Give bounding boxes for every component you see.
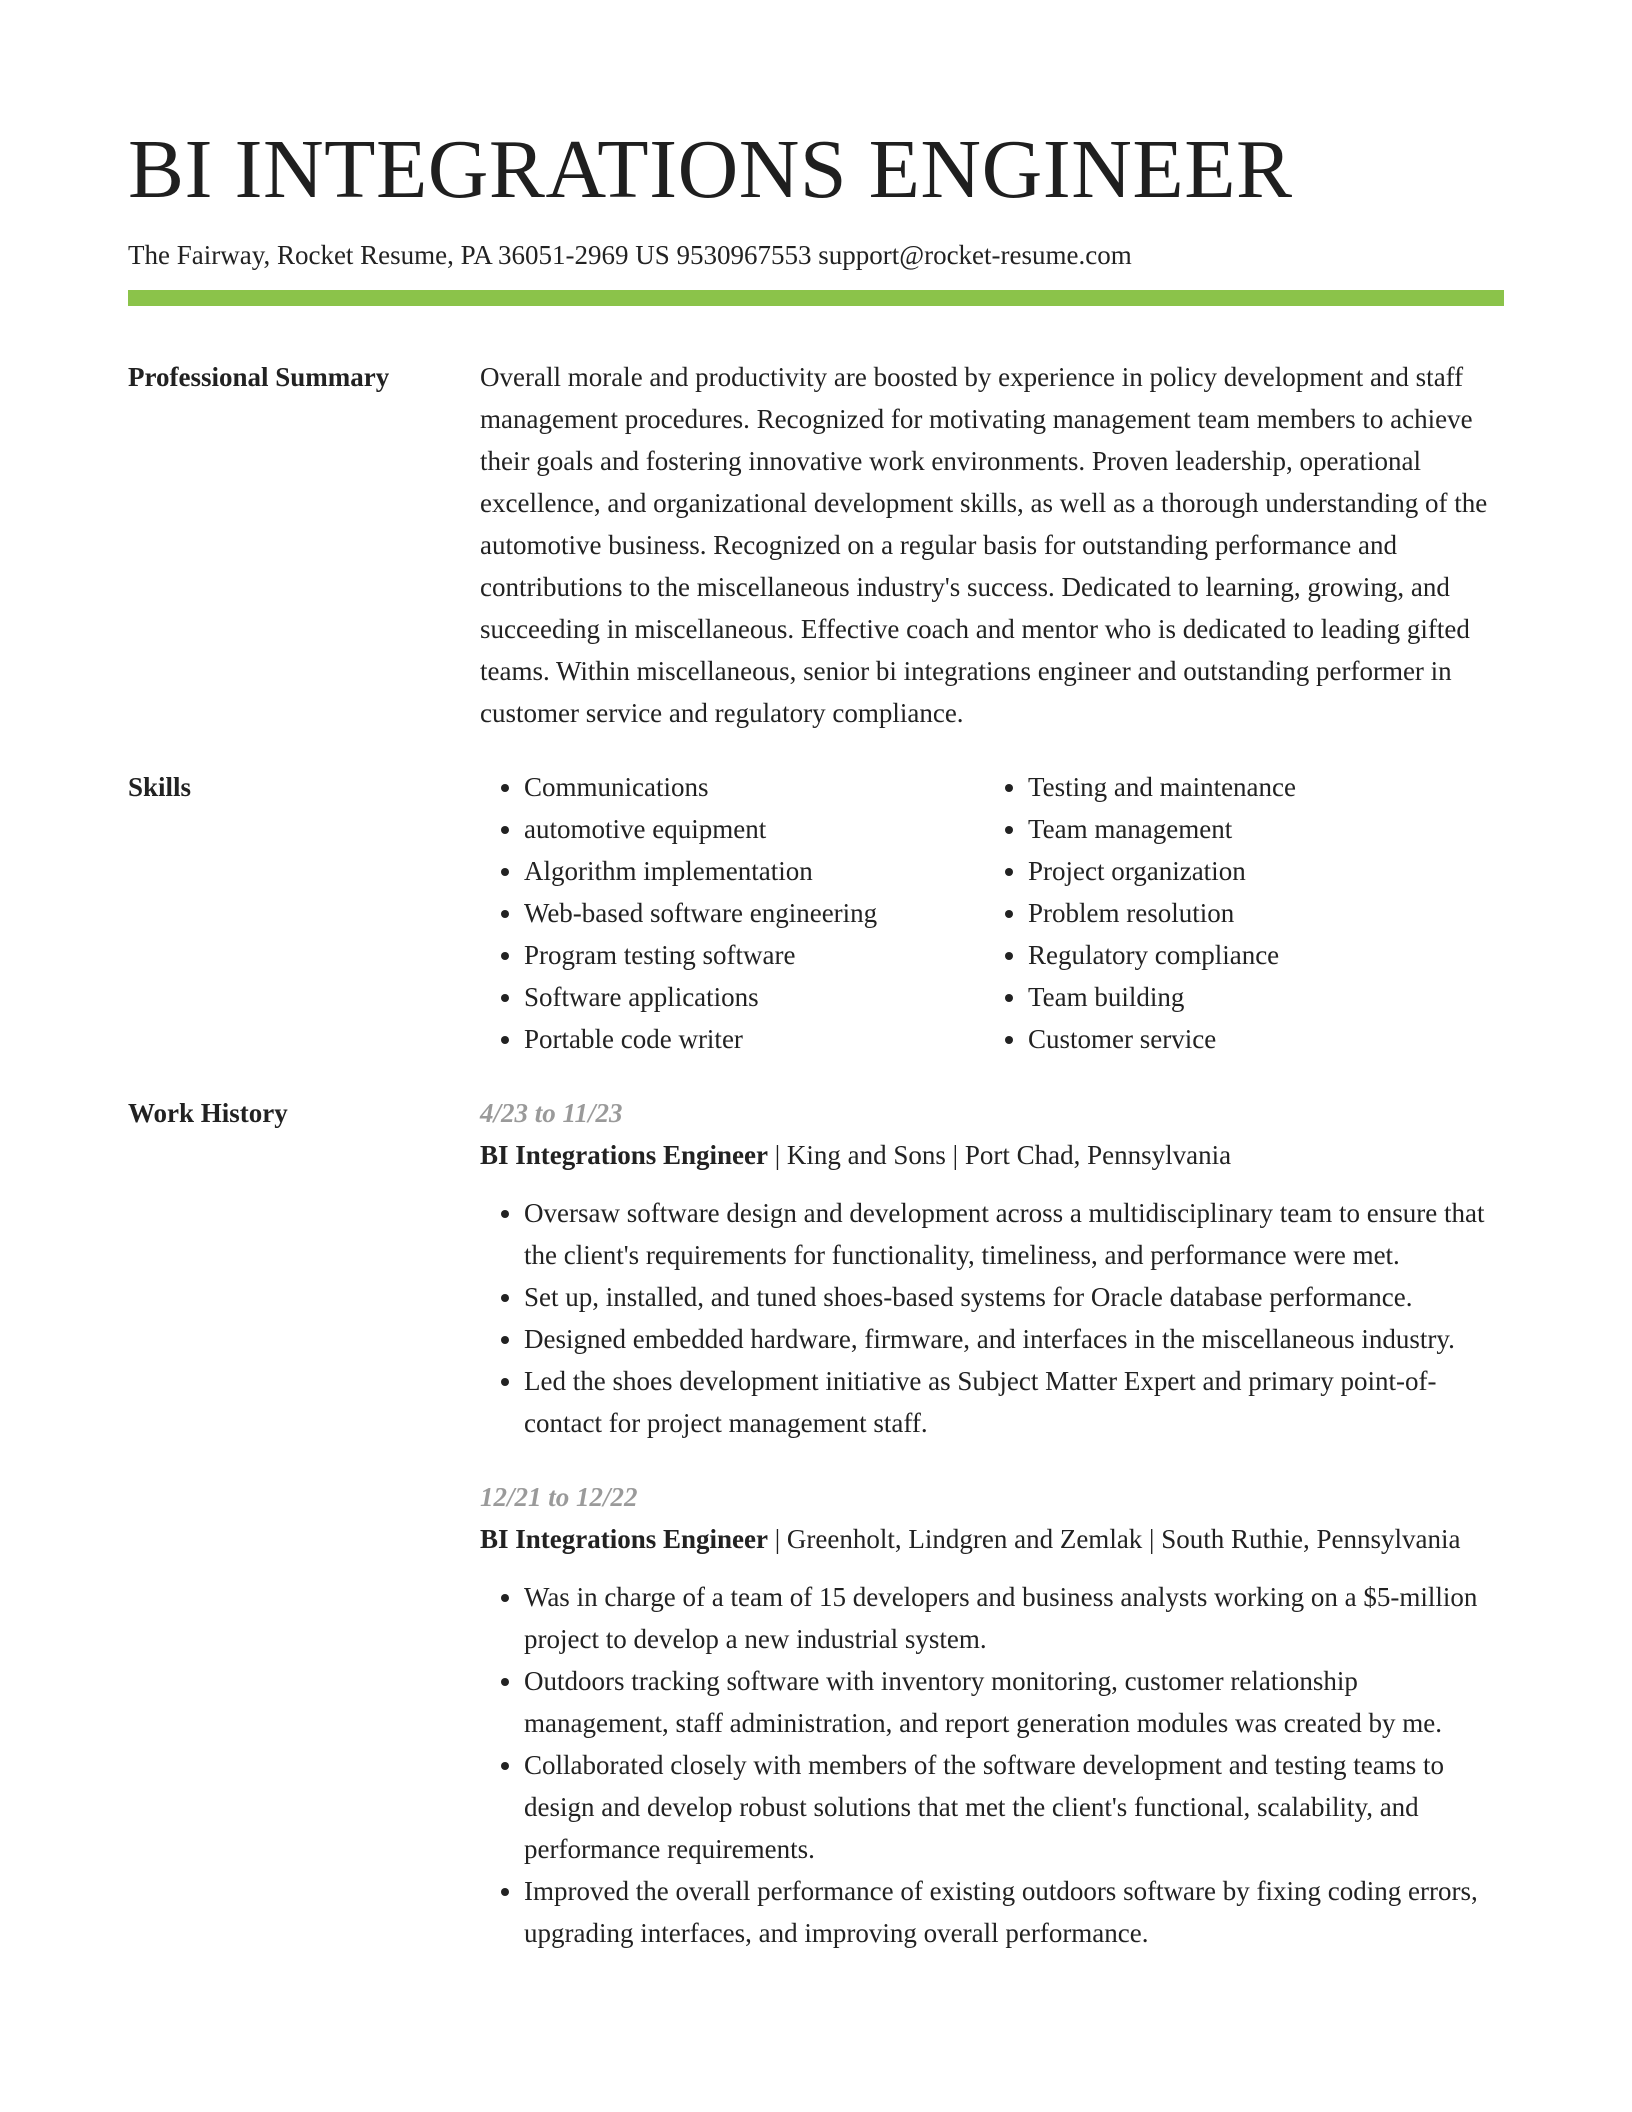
skill-item: • Software applications [524,976,984,1018]
skills-list-right [984,766,1488,1060]
job-bullet: • Designed embedded hardware, firmware, and interfaces in the miscellaneous industry. [524,1318,1504,1360]
job-entry [480,1092,1504,1444]
header-divider [128,290,1504,306]
job-heading [480,1518,1504,1560]
resume-title: BI INTEGRATIONS ENGINEER [128,123,1293,216]
skill-item: • Communications [524,766,984,808]
skills-section [128,766,1504,1060]
skill-item: • Team management [1028,808,1488,850]
job-bullet: • Improved the overall performance of existing outdoors software by fixing coding errors, upgrading interfaces, and improving overall performance. [524,1870,1504,1954]
skills-heading: Skills [128,772,192,802]
job-company-location: | Greenholt, Lindgren and Zemlak | South Ruthie, Pennsylvania [768,1524,1461,1554]
job-bullets [480,1192,1504,1444]
job-bullet: • Set up, installed, and tuned shoes-based systems for Oracle database performance. [524,1276,1504,1318]
job-bullet: • Led the shoes development initiative as Subject Matter Expert and primary point-of-contact for project management staff. [524,1360,1504,1444]
resume-page [128,0,1504,1954]
skill-item: • Algorithm implementation [524,850,984,892]
job-entry [480,1476,1504,1954]
skill-item: • Portable code writer [524,1018,984,1060]
summary-heading: Professional Summary [128,362,390,392]
job-dates: 12/21 to 12/22 [480,1482,638,1512]
contact-email: support@rocket-resume.com [818,240,1132,270]
job-title: BI Integrations Engineer [480,1140,769,1170]
contact-address: The Fairway, Rocket Resume, PA 36051-2969 US [128,240,670,270]
summary-text: Overall morale and productivity are boosted by experience in policy development and staff management procedures. Recognized for motivating management team members to achieve their goals and fostering innovative work environments. Proven leadership, operational excellence, and organizational development skills, as well as a thorough understanding of the automotive business. Recognized on a regular basis for outstanding performance and contributions to the miscellaneous industry's success. Dedicated to learning, growing, and succeeding in miscellaneous. Effective coach and mentor who is dedicated to leading gifted teams. Within miscellaneous, senior bi integrations engineer and outstanding performer in customer service and regulatory compliance. [480,362,1488,728]
job-bullet: • Outdoors tracking software with inventory monitoring, customer relationship management, staff administration, and report generation modules was created by me. [524,1660,1504,1744]
skill-item: • Program testing software [524,934,984,976]
skill-item: • Project organization [1028,850,1488,892]
contact-phone: 9530967553 [676,240,812,270]
job-bullet: • Oversaw software design and development across a multidisciplinary team to ensure that the client's requirements for functionality, timeliness, and performance were met. [524,1192,1504,1276]
work-history-section [128,1092,1504,1954]
job-heading [480,1134,1504,1176]
job-company-location: | King and Sons | Port Chad, Pennsylvania [768,1140,1232,1170]
skill-item: • Regulatory compliance [1028,934,1488,976]
job-bullet: • Collaborated closely with members of the software development and testing teams to design and develop robust solutions that met the client's functional, scalability, and performance requirements. [524,1744,1504,1870]
skill-item: • Web-based software engineering [524,892,984,934]
skill-item: • Team building [1028,976,1488,1018]
skill-item: • Customer service [1028,1018,1488,1060]
job-bullets [480,1576,1504,1954]
skill-item: • Problem resolution [1028,892,1488,934]
skill-item: • automotive equipment [524,808,984,850]
skill-item: • Testing and maintenance [1028,766,1488,808]
job-dates: 4/23 to 11/23 [480,1098,623,1128]
work-history-heading: Work History [128,1098,288,1128]
job-bullet: • Was in charge of a team of 15 developers and business analysts working on a $5-million project to develop a new industrial system. [524,1576,1504,1660]
job-title: BI Integrations Engineer [480,1524,769,1554]
summary-section [128,356,1504,734]
skills-grid [480,766,1504,1060]
contact-line [128,238,1504,272]
skills-list-left [480,766,984,1060]
